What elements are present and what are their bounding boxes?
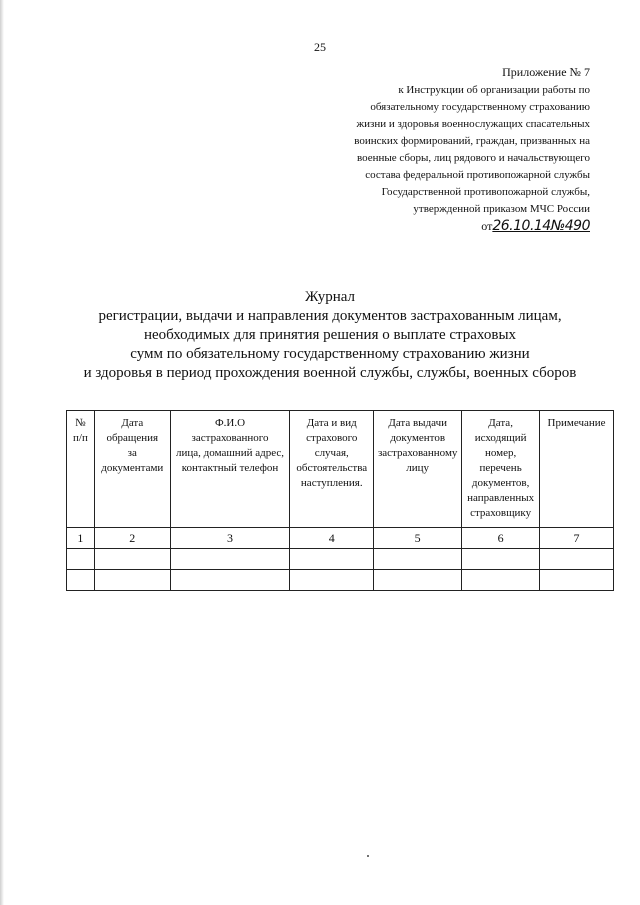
column-header-line: № bbox=[75, 417, 86, 429]
column-number-cell: 1 bbox=[67, 528, 95, 549]
column-header-line: страховщику bbox=[470, 507, 532, 519]
page-edge-shadow bbox=[0, 0, 4, 905]
column-number-cell: 7 bbox=[540, 528, 614, 549]
column-header bbox=[290, 411, 374, 528]
date-prefix: от bbox=[481, 219, 493, 233]
column-number-cell: 4 bbox=[290, 528, 374, 549]
column-header-line: направленных bbox=[467, 492, 535, 504]
column-header-line: исходящий bbox=[474, 432, 527, 444]
appendix-line: утвержденной приказом МЧС России bbox=[413, 203, 590, 215]
column-header-line: наступления. bbox=[300, 477, 363, 489]
column-header-line: застрахованного bbox=[191, 432, 269, 444]
table-row bbox=[67, 570, 614, 591]
column-number-cell: 5 bbox=[374, 528, 462, 549]
column-header-line: документами bbox=[101, 462, 164, 474]
scan-speck bbox=[367, 855, 369, 857]
appendix-line: Государственной противопожарной службы, bbox=[381, 186, 590, 198]
table-row bbox=[67, 549, 614, 570]
appendix-line: к Инструкции об организации работы по bbox=[398, 84, 590, 96]
appendix-date-line bbox=[290, 218, 590, 235]
column-number-cell: 2 bbox=[94, 528, 170, 549]
header-row bbox=[67, 411, 614, 528]
journal-title: Журнал bbox=[304, 289, 355, 305]
column-header bbox=[462, 411, 540, 528]
empty-cell bbox=[67, 570, 95, 591]
column-header-line: Дата bbox=[121, 417, 144, 429]
column-header-line: обращения bbox=[106, 432, 159, 444]
appendix-line: жизни и здоровья военнослужащих спасательных bbox=[356, 118, 590, 130]
column-header-line: Дата выдачи bbox=[388, 417, 448, 429]
handwritten-date-number: 26.10.14№490 bbox=[492, 218, 590, 234]
column-header bbox=[170, 411, 290, 528]
column-header-line: лицу bbox=[406, 462, 430, 474]
column-header-line: номер, bbox=[484, 447, 517, 459]
column-header-line: застрахованному bbox=[377, 447, 458, 459]
column-header-line: обстоятельства bbox=[296, 462, 368, 474]
appendix-line: обязательному государственному страхованию bbox=[370, 101, 590, 113]
empty-cell bbox=[462, 570, 540, 591]
appendix-line: состава федеральной противопожарной службы bbox=[365, 169, 590, 181]
column-number-cell: 3 bbox=[170, 528, 290, 549]
appendix-title: Приложение № 7 bbox=[502, 65, 590, 79]
page-number: 25 bbox=[314, 40, 326, 54]
empty-cell bbox=[67, 549, 95, 570]
column-header bbox=[67, 411, 95, 528]
journal-heading bbox=[30, 288, 630, 383]
empty-cell bbox=[540, 549, 614, 570]
column-header-line: страхового bbox=[306, 432, 358, 444]
empty-cell bbox=[94, 549, 170, 570]
journal-subtitle-line: необходимых для принятия решения о выплате страховых bbox=[143, 327, 517, 343]
column-header bbox=[94, 411, 170, 528]
empty-cell bbox=[374, 570, 462, 591]
column-header-line: случая, bbox=[314, 447, 349, 459]
empty-cell bbox=[170, 570, 290, 591]
empty-cell bbox=[94, 570, 170, 591]
empty-cell bbox=[374, 549, 462, 570]
column-header-line: перечень bbox=[479, 462, 522, 474]
empty-cell bbox=[540, 570, 614, 591]
column-header-line: Дата и вид bbox=[306, 417, 357, 429]
appendix-line: воинских формирований, граждан, призванных на bbox=[354, 135, 590, 147]
journal-subtitle-line: сумм по обязательному государственному страхованию жизни bbox=[130, 346, 530, 362]
column-header-line: за bbox=[127, 447, 137, 459]
column-header-line: п/п bbox=[73, 432, 88, 444]
appendix-block bbox=[290, 64, 590, 235]
register-table bbox=[66, 410, 614, 591]
journal-subtitle-line: и здоровья в период прохождения военной службы, службы, военных сборов bbox=[83, 365, 577, 381]
appendix-line: военные сборы, лиц рядового и начальствующего bbox=[356, 152, 590, 164]
column-header-line: контактный телефон bbox=[181, 462, 279, 474]
empty-cell bbox=[290, 570, 374, 591]
empty-cell bbox=[462, 549, 540, 570]
table-body bbox=[67, 528, 614, 591]
column-header-line: Дата, bbox=[488, 417, 513, 429]
column-header bbox=[374, 411, 462, 528]
column-header-line: документов bbox=[390, 432, 446, 444]
column-header-line: Примечание bbox=[547, 417, 606, 429]
numbering-row bbox=[67, 528, 614, 549]
journal-subtitle-line: регистрации, выдачи и направления документов застрахованным лицам, bbox=[98, 308, 562, 324]
column-header-line: лица, домашний адрес, bbox=[176, 447, 284, 459]
column-header-line: Ф.И.О bbox=[214, 417, 246, 429]
column-header-line: документов, bbox=[471, 477, 530, 489]
column-header bbox=[540, 411, 614, 528]
empty-cell bbox=[290, 549, 374, 570]
empty-cell bbox=[170, 549, 290, 570]
column-number-cell: 6 bbox=[462, 528, 540, 549]
